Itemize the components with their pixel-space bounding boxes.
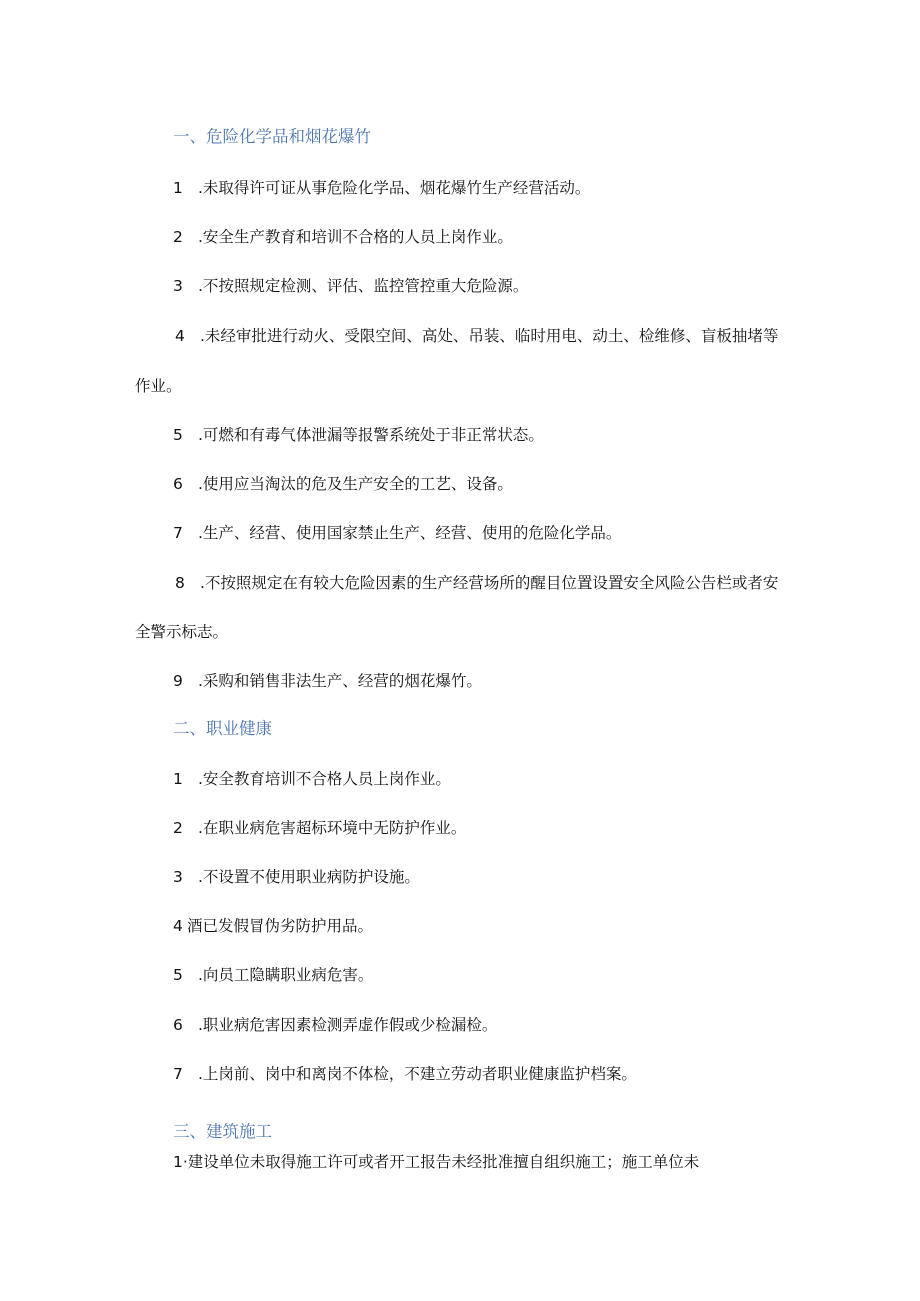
item-number: 2	[173, 228, 183, 246]
section-heading-hazardous-chemicals: 一、危险化学品和烟花爆竹	[173, 127, 371, 146]
list-item	[173, 523, 621, 543]
list-item	[173, 965, 373, 985]
item-number: 6	[173, 1016, 183, 1034]
item-number: 2	[173, 819, 183, 837]
list-item	[173, 867, 420, 887]
item-number: 7	[173, 1065, 183, 1083]
item-text: .采购和销售非法生产、经营的烟花爆竹。	[198, 672, 482, 690]
list-item	[175, 326, 778, 346]
item-number: 4	[175, 327, 185, 345]
item-text: .职业病危害因素检测弄虚作假或少检漏检。	[198, 1016, 498, 1034]
item-text: .未取得许可证从事危险化学品、烟花爆竹生产经营活动。	[198, 179, 591, 197]
list-item	[173, 916, 373, 936]
item-text: .使用应当淘汰的危及生产安全的工艺、设备。	[198, 475, 513, 493]
item-number: 3	[173, 868, 183, 886]
list-item	[173, 1064, 637, 1084]
item-number: 5	[173, 426, 183, 444]
item-text: .未经审批进行动火、受限空间、高处、吊装、临时用电、动土、检维修、盲板抽堵等	[200, 327, 779, 345]
item-text: 酒已发假冒伪劣防护用品。	[187, 917, 374, 935]
list-item	[173, 1015, 497, 1035]
item-text: .生产、经营、使用国家禁止生产、经营、使用的危险化学品。	[198, 524, 622, 542]
list-item	[173, 425, 544, 445]
item-number: 5	[173, 966, 183, 984]
list-item	[173, 671, 482, 691]
item-number: 6	[173, 475, 183, 493]
item-number: 1	[173, 770, 183, 788]
item-text: .在职业病危害超标环境中无防护作业。	[198, 819, 467, 837]
item-text: ·建设单位未取得施工许可或者开工报告未经批准擅自组织施工；施工单位未	[182, 1153, 700, 1171]
item-number: 9	[173, 672, 183, 690]
item-text: .安全生产教育和培训不合格的人员上岗作业。	[198, 228, 513, 246]
list-item	[173, 276, 528, 296]
item-number: 1	[173, 179, 183, 197]
item-continuation: 作业。	[135, 377, 182, 395]
item-text: .上岗前、岗中和离岗不体检，不建立劳动者职业健康监护档案。	[198, 1065, 637, 1083]
list-item	[173, 474, 513, 494]
item-number: 3	[173, 277, 183, 295]
item-number: 8	[175, 574, 185, 592]
list-item	[173, 1152, 699, 1172]
section-heading-occupational-health: 二、职业健康	[173, 719, 272, 738]
item-number: 1	[173, 1153, 183, 1171]
item-text: .可燃和有毒气体泄漏等报警系统处于非正常状态。	[198, 426, 544, 444]
item-text: .向员工隐瞒职业病危害。	[198, 966, 374, 984]
item-continuation: 全警示标志。	[135, 623, 229, 641]
list-item	[173, 227, 513, 247]
list-item	[175, 573, 778, 593]
item-text: .不按照规定在有较大危险因素的生产经营场所的醒目位置设置安全风险公告栏或者安	[200, 574, 779, 592]
list-item	[173, 769, 451, 789]
item-number: 7	[173, 524, 183, 542]
item-text: .不设置不使用职业病防护设施。	[198, 868, 420, 886]
list-item	[173, 818, 466, 838]
list-item	[173, 178, 590, 198]
item-text: .安全教育培训不合格人员上岗作业。	[198, 770, 451, 788]
item-number: 4	[173, 917, 183, 935]
item-text: .不按照规定检测、评估、监控管控重大危险源。	[198, 277, 529, 295]
section-heading-construction: 三、建筑施工	[173, 1122, 272, 1141]
